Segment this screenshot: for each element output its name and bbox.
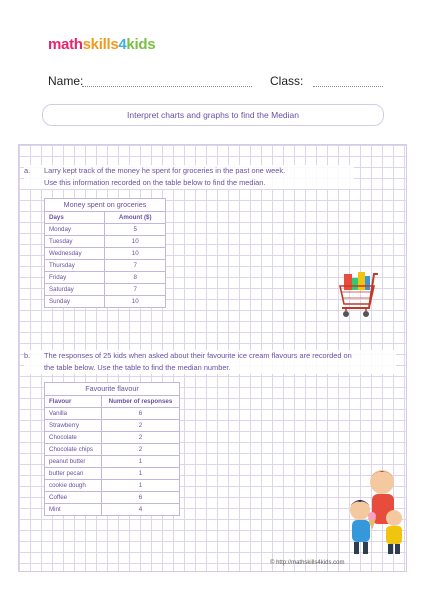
- table-cell: 7: [105, 284, 166, 296]
- table-cell: Chocolate: [45, 432, 102, 444]
- table-cell: 10: [105, 248, 166, 260]
- table-cell: 10: [105, 296, 166, 308]
- name-field[interactable]: [82, 86, 252, 87]
- table-cell: Coffee: [45, 492, 102, 504]
- question-a-letter: a.: [24, 166, 31, 175]
- table-cell: butter pecan: [45, 468, 102, 480]
- table-cell: 4: [101, 504, 179, 516]
- table-cell: Wednesday: [45, 248, 105, 260]
- table-cell: 10: [105, 236, 166, 248]
- table-header-row: [45, 396, 180, 408]
- question-a-line1: Larry kept track of the money he spent for groceries in the past one week.: [44, 166, 286, 175]
- table-cell: 1: [101, 456, 179, 468]
- table-header-row: [45, 212, 166, 224]
- copyright-footer: © http://mathskills4kids.com: [270, 560, 345, 566]
- table-cell: Thursday: [45, 260, 105, 272]
- class-field[interactable]: [313, 86, 383, 87]
- question-a-line2: Use this information recorded on the table below to find the median.: [44, 178, 266, 187]
- table-cell: 5: [105, 224, 166, 236]
- class-label: Class:: [270, 74, 304, 88]
- table-row: [45, 260, 166, 272]
- table-row: [45, 444, 180, 456]
- table-cell: 2: [101, 420, 179, 432]
- table-row: [45, 236, 166, 248]
- table-cell: Friday: [45, 272, 105, 284]
- table-row: [45, 456, 180, 468]
- kids-eating-icecream-icon: [338, 460, 408, 560]
- table-header: Days: [45, 212, 105, 224]
- table-row: [45, 504, 180, 516]
- logo-part-4: 4: [118, 36, 127, 53]
- table-row: [45, 420, 180, 432]
- question-b-line2: the table below. Use the table to find the median number.: [44, 363, 231, 372]
- table-header: Amount ($): [105, 212, 166, 224]
- table-cell: 6: [101, 492, 179, 504]
- table-header: Number of responses: [101, 396, 179, 408]
- table-cell: Vanilla: [45, 408, 102, 420]
- table-row: [45, 272, 166, 284]
- question-b-line1: The responses of 25 kids when asked about their favourite ice cream flavours are recorded on: [44, 351, 352, 360]
- table-row: [45, 224, 166, 236]
- table-row: [45, 492, 180, 504]
- table-cell: Chocolate chips: [45, 444, 102, 456]
- logo-part-skills: skills: [82, 36, 119, 53]
- table-row: [45, 296, 166, 308]
- table-cell: peanut butter: [45, 456, 102, 468]
- question-b-letter: b.: [24, 351, 31, 360]
- flavour-table-caption: Favourite flavour: [44, 382, 180, 395]
- table-cell: Strawberry: [45, 420, 102, 432]
- table-cell: 2: [101, 432, 179, 444]
- groceries-table: [44, 198, 166, 308]
- logo-part-math: math: [48, 36, 83, 53]
- name-label: Name:: [48, 74, 84, 88]
- table-cell: 6: [101, 408, 179, 420]
- table-cell: 8: [105, 272, 166, 284]
- table-cell: Sunday: [45, 296, 105, 308]
- question-b: [24, 350, 396, 374]
- question-a: [24, 165, 354, 189]
- table-cell: 1: [101, 480, 179, 492]
- table-row: [45, 468, 180, 480]
- table-cell: 7: [105, 260, 166, 272]
- table-cell: cookie dough: [45, 480, 102, 492]
- shopping-cart-icon: [336, 268, 382, 328]
- name-class-row: [48, 74, 388, 90]
- groceries-table-caption: Money spent on groceries: [44, 198, 166, 211]
- table-row: [45, 432, 180, 444]
- table-cell: 2: [101, 444, 179, 456]
- table-cell: Mint: [45, 504, 102, 516]
- table-row: [45, 248, 166, 260]
- logo-part-kids: kids: [126, 36, 156, 53]
- site-logo: [48, 36, 155, 53]
- table-row: [45, 480, 180, 492]
- worksheet-title: Interpret charts and graphs to find the Median: [42, 104, 384, 126]
- table-cell: Saturday: [45, 284, 105, 296]
- table-cell: Monday: [45, 224, 105, 236]
- flavour-table: [44, 382, 180, 516]
- table-cell: Tuesday: [45, 236, 105, 248]
- table-cell: 1: [101, 468, 179, 480]
- table-row: [45, 408, 180, 420]
- table-row: [45, 284, 166, 296]
- table-header: Flavour: [45, 396, 102, 408]
